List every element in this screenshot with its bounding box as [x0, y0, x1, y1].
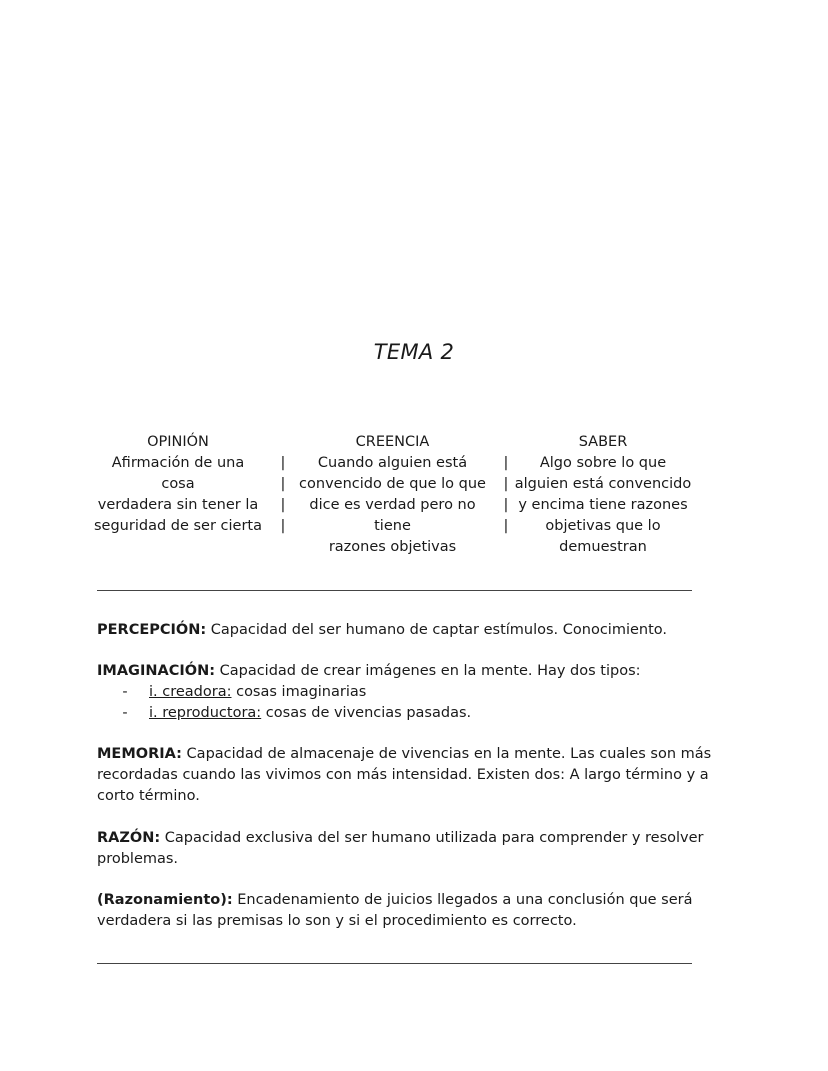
column-line: y encima tiene razones: [518, 497, 688, 513]
list-item: [97, 703, 697, 724]
definition-term: RAZÓN:: [97, 830, 161, 846]
separator-mark: |: [503, 518, 509, 534]
list-item: [97, 682, 697, 703]
column-line: alguien está convencido: [514, 476, 692, 492]
page-title: TEMA 2: [373, 340, 455, 364]
separator-mark: |: [280, 455, 286, 471]
horizontal-divider: [97, 963, 692, 964]
definition-term: PERCEPCIÓN:: [97, 622, 207, 638]
definition-text: Capacidad exclusiva del ser humano utilizada para comprender y resolver: [160, 830, 704, 846]
separator-mark: |: [503, 455, 509, 471]
list-bullet: -: [122, 684, 128, 700]
list-item-text: cosas de vivencias pasadas.: [261, 705, 472, 721]
column-creencia: [290, 432, 495, 558]
column-line: Algo sobre lo que: [539, 455, 667, 471]
separator-mark: |: [280, 497, 286, 513]
column-line: seguridad de ser cierta: [94, 518, 262, 534]
definition-percepcion: [97, 620, 727, 641]
column-line: verdadera sin tener la: [97, 497, 259, 513]
definition-text: problemas.: [97, 851, 179, 867]
column-saber: [508, 432, 698, 558]
separator-mark: |: [503, 476, 509, 492]
separator-mark: |: [280, 476, 286, 492]
separator-mark: |: [503, 497, 509, 513]
column-line: Afirmación de una cosa: [111, 455, 245, 492]
column-heading-creencia: CREENCIA: [355, 434, 430, 450]
definition-razonamiento: [97, 890, 727, 932]
column-line: dice es verdad pero no tiene: [309, 497, 476, 534]
column-line: razones objetivas: [328, 539, 457, 555]
definition-term: (Razonamiento):: [97, 892, 233, 908]
definition-imaginacion: [97, 661, 727, 682]
column-separator: [276, 453, 290, 537]
definition-text: Capacidad de crear imágenes en la mente. Hay dos tipos:: [215, 663, 641, 679]
column-line: convencido de que lo que: [299, 476, 486, 492]
definition-term: IMAGINACIÓN:: [97, 663, 215, 679]
list-bullet: -: [122, 705, 128, 721]
column-opinion: [94, 432, 262, 537]
list-item-text: cosas imaginarias: [231, 684, 367, 700]
definition-text: Capacidad de almacenaje de vivencias en la mente. Las cuales son más: [181, 746, 712, 762]
list-item-label: i. creadora:: [149, 684, 232, 700]
column-line: Cuando alguien está: [317, 455, 468, 471]
definition-text: corto término.: [97, 788, 200, 804]
definition-razon: [97, 828, 727, 870]
separator-mark: |: [280, 518, 286, 534]
definition-term: MEMORIA:: [97, 746, 182, 762]
definition-memoria: [97, 744, 727, 807]
column-heading-saber: SABER: [578, 434, 628, 450]
column-line: objetivas que lo: [545, 518, 661, 534]
horizontal-divider: [97, 590, 692, 591]
list-item-label: i. reproductora:: [149, 705, 262, 721]
definition-text: verdadera si las premisas lo son y si el procedimiento es correcto.: [97, 913, 577, 929]
column-heading-opinion: OPINIÓN: [147, 434, 209, 450]
definition-text: recordadas cuando las vivimos con más intensidad. Existen dos: A largo término y a: [97, 767, 709, 783]
definition-text: Capacidad del ser humano de captar estímulos. Conocimiento.: [206, 622, 667, 638]
column-line: demuestran: [559, 539, 647, 555]
definition-text: Encadenamiento de juicios llegados a una conclusión que será: [232, 892, 693, 908]
